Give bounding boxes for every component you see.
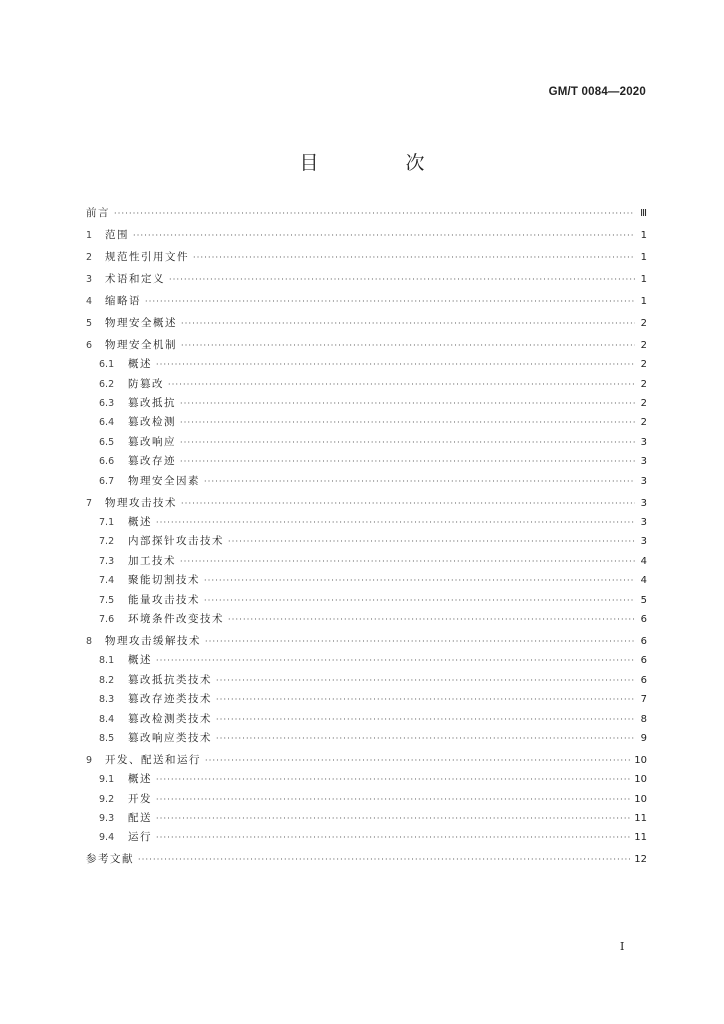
toc-entry-page: 1 bbox=[640, 251, 647, 263]
toc-dot-leader bbox=[205, 751, 630, 770]
toc-entry[interactable] bbox=[86, 375, 647, 394]
toc-entry-page: 2 bbox=[640, 398, 647, 410]
toc-entry-label: 篡改抵抗 bbox=[128, 397, 176, 410]
toc-dot-leader bbox=[180, 394, 635, 413]
toc-entry-label: 术语和定义 bbox=[105, 272, 165, 285]
toc-entry-number: 6.3 bbox=[99, 398, 115, 410]
toc-entry-number: 9.3 bbox=[99, 813, 115, 825]
toc-dot-leader bbox=[204, 591, 635, 610]
toc-entry-page: 8 bbox=[640, 713, 647, 725]
toc-entry[interactable] bbox=[86, 710, 647, 729]
toc-dot-leader bbox=[180, 552, 635, 571]
toc-entry-page: 2 bbox=[640, 359, 647, 371]
toc-entry-label: 篡改抵抗类技术 bbox=[128, 673, 212, 686]
toc-dot-leader bbox=[169, 270, 635, 289]
toc-entry[interactable] bbox=[86, 850, 647, 869]
toc-entry-label: 缩略语 bbox=[105, 294, 141, 307]
toc-entry[interactable] bbox=[86, 226, 647, 245]
toc-entry-label: 物理攻击缓解技术 bbox=[105, 634, 201, 647]
toc-entry-page: 4 bbox=[640, 575, 647, 587]
toc-entry-number: 5 bbox=[86, 317, 93, 329]
toc-entry-page: 10 bbox=[634, 754, 647, 766]
toc-entry[interactable] bbox=[86, 413, 647, 432]
toc-entry-number: 9 bbox=[86, 754, 93, 766]
toc-entry-label: 范围 bbox=[105, 228, 129, 241]
toc-entry-label: 篡改检测类技术 bbox=[128, 712, 212, 725]
toc-entry-page: 1 bbox=[640, 229, 647, 241]
toc-dot-leader bbox=[133, 226, 635, 245]
footer-page-number: Ⅰ bbox=[620, 940, 625, 953]
toc-entry-label: 篡改检测 bbox=[128, 416, 176, 429]
toc-entry[interactable] bbox=[86, 248, 647, 267]
toc-entry-page: 3 bbox=[640, 517, 647, 529]
toc-entry[interactable] bbox=[86, 809, 647, 828]
toc-entry[interactable] bbox=[86, 314, 647, 333]
toc-entry-number: 7.2 bbox=[99, 536, 115, 548]
toc-entry-page: 6 bbox=[640, 635, 647, 647]
toc-entry[interactable] bbox=[86, 552, 647, 571]
toc-entry-page: 6 bbox=[640, 655, 647, 667]
toc-dot-leader bbox=[204, 571, 635, 590]
toc-entry-number: 8.4 bbox=[99, 713, 115, 725]
toc-dot-leader bbox=[216, 729, 635, 748]
toc-entry-label: 概述 bbox=[128, 773, 152, 786]
toc-entry-number: 9.2 bbox=[99, 793, 115, 805]
toc-entry-label: 配送 bbox=[128, 812, 152, 825]
toc-dot-leader bbox=[114, 204, 635, 223]
toc-entry[interactable] bbox=[86, 513, 647, 532]
toc-entry-label: 聚能切割技术 bbox=[128, 574, 200, 587]
toc-dot-leader bbox=[156, 651, 635, 670]
toc-entry-page: 3 bbox=[640, 456, 647, 468]
toc-entry-number: 3 bbox=[86, 273, 93, 285]
toc-entry[interactable] bbox=[86, 591, 647, 610]
toc-entry-page: 9 bbox=[640, 732, 647, 744]
toc-entry-page: 2 bbox=[640, 339, 647, 351]
toc-entry[interactable] bbox=[86, 394, 647, 413]
toc-entry-number: 7 bbox=[86, 497, 93, 509]
toc-entry[interactable] bbox=[86, 690, 647, 709]
toc-entry-page: 7 bbox=[640, 694, 647, 706]
toc-entry[interactable] bbox=[86, 828, 647, 847]
toc-entry-page: 2 bbox=[640, 417, 647, 429]
toc-entry[interactable] bbox=[86, 472, 647, 491]
toc-entry[interactable] bbox=[86, 270, 647, 289]
toc-entry-label: 防篡改 bbox=[128, 377, 164, 390]
toc-entry[interactable] bbox=[86, 532, 647, 551]
toc-entry-number: 8.3 bbox=[99, 694, 115, 706]
toc-entry-number: 4 bbox=[86, 295, 93, 307]
toc-dot-leader bbox=[156, 790, 630, 809]
toc-dot-leader bbox=[216, 690, 635, 709]
toc-dot-leader bbox=[180, 452, 635, 471]
toc-entry-page: 3 bbox=[640, 497, 647, 509]
toc-entry-label: 篡改存迹类技术 bbox=[128, 693, 212, 706]
toc-entry-page: 12 bbox=[634, 854, 647, 866]
toc-entry-label: 概述 bbox=[128, 516, 152, 529]
toc-dot-leader bbox=[145, 292, 635, 311]
toc-entry-label: 开发 bbox=[128, 792, 152, 805]
toc-dot-leader bbox=[168, 375, 635, 394]
toc-entry-number: 8 bbox=[86, 635, 93, 647]
toc-dot-leader bbox=[156, 513, 635, 532]
toc-entry-page: 10 bbox=[634, 793, 647, 805]
toc-entry-label: 概述 bbox=[128, 654, 152, 667]
toc-entry-label: 概述 bbox=[128, 358, 152, 371]
toc-entry[interactable] bbox=[86, 336, 647, 355]
page-title: 目 次 bbox=[299, 152, 459, 174]
toc-entry-number: 6.4 bbox=[99, 417, 115, 429]
toc-entry[interactable] bbox=[86, 751, 647, 770]
toc-entry-number: 7.6 bbox=[99, 613, 115, 625]
toc-entry[interactable] bbox=[86, 494, 647, 513]
toc-entry-number: 7.4 bbox=[99, 575, 115, 587]
toc-entry[interactable] bbox=[86, 770, 647, 789]
toc-dot-leader bbox=[180, 433, 635, 452]
toc-dot-leader bbox=[181, 494, 635, 513]
toc-entry[interactable] bbox=[86, 433, 647, 452]
toc-dot-leader bbox=[193, 248, 635, 267]
toc-entry-page: 2 bbox=[640, 378, 647, 390]
toc-dot-leader bbox=[216, 710, 635, 729]
toc-entry-label: 篡改响应类技术 bbox=[128, 731, 212, 744]
toc-entry-number: 6.7 bbox=[99, 475, 115, 487]
toc-entry-number: 6 bbox=[86, 339, 93, 351]
toc-entry[interactable] bbox=[86, 790, 647, 809]
toc-entry-number: 6.6 bbox=[99, 456, 115, 468]
toc-dot-leader bbox=[138, 850, 630, 869]
toc-entry-page: Ⅲ bbox=[640, 208, 647, 219]
toc-dot-leader bbox=[228, 532, 635, 551]
toc-entry-page: 11 bbox=[634, 832, 647, 844]
toc-dot-leader bbox=[204, 472, 635, 491]
toc-entry-number: 8.5 bbox=[99, 732, 115, 744]
toc-entry-page: 5 bbox=[640, 594, 647, 606]
toc-entry-page: 4 bbox=[640, 555, 647, 567]
toc-entry-label: 物理攻击技术 bbox=[105, 496, 177, 509]
toc-entry-page: 3 bbox=[640, 475, 647, 487]
toc-entry-label: 内部探针攻击技术 bbox=[128, 535, 224, 548]
toc-dot-leader bbox=[180, 413, 635, 432]
toc-entry-number: 8.2 bbox=[99, 674, 115, 686]
toc-entry-number: 6.2 bbox=[99, 378, 115, 390]
toc-entry-label: 篡改响应 bbox=[128, 435, 176, 448]
toc-dot-leader bbox=[156, 809, 630, 828]
table-of-contents bbox=[86, 204, 647, 870]
toc-entry-number: 7.5 bbox=[99, 594, 115, 606]
toc-entry[interactable] bbox=[86, 729, 647, 748]
toc-entry-label: 运行 bbox=[128, 831, 152, 844]
toc-entry-number: 7.1 bbox=[99, 517, 115, 529]
standard-number: GM/T 0084—2020 bbox=[548, 86, 646, 98]
toc-entry-number: 9.4 bbox=[99, 832, 115, 844]
toc-entry-number: 8.1 bbox=[99, 655, 115, 667]
toc-entry[interactable] bbox=[86, 452, 647, 471]
toc-entry-label: 物理安全概述 bbox=[105, 316, 177, 329]
toc-entry-number: 6.1 bbox=[99, 359, 115, 371]
toc-entry-label: 参考文献 bbox=[86, 853, 134, 866]
toc-entry-label: 篡改存迹 bbox=[128, 455, 176, 468]
toc-entry-page: 10 bbox=[634, 774, 647, 786]
toc-entry[interactable] bbox=[86, 204, 647, 223]
toc-entry-page: 3 bbox=[640, 436, 647, 448]
toc-entry[interactable] bbox=[86, 671, 647, 690]
toc-entry-number: 1 bbox=[86, 229, 93, 241]
toc-dot-leader bbox=[228, 610, 635, 629]
toc-entry-number: 2 bbox=[86, 251, 93, 263]
toc-entry-label: 能量攻击技术 bbox=[128, 593, 200, 606]
toc-entry-label: 物理安全机制 bbox=[105, 338, 177, 351]
toc-entry[interactable] bbox=[86, 355, 647, 374]
toc-entry-page: 11 bbox=[634, 813, 647, 825]
toc-entry[interactable] bbox=[86, 571, 647, 590]
toc-entry-number: 7.3 bbox=[99, 555, 115, 567]
toc-entry-number: 9.1 bbox=[99, 774, 115, 786]
toc-entry[interactable] bbox=[86, 292, 647, 311]
toc-entry-label: 开发、配送和运行 bbox=[105, 753, 201, 766]
toc-dot-leader bbox=[181, 314, 635, 333]
toc-entry-page: 2 bbox=[640, 317, 647, 329]
toc-entry-page: 3 bbox=[640, 536, 647, 548]
toc-entry-number: 6.5 bbox=[99, 436, 115, 448]
toc-entry-label: 环境条件改变技术 bbox=[128, 612, 224, 625]
toc-dot-leader bbox=[156, 828, 630, 847]
toc-dot-leader bbox=[205, 632, 635, 651]
toc-entry[interactable] bbox=[86, 651, 647, 670]
toc-entry-label: 加工技术 bbox=[128, 554, 176, 567]
toc-dot-leader bbox=[216, 671, 635, 690]
toc-entry-label: 规范性引用文件 bbox=[105, 250, 189, 263]
toc-entry-label: 物理安全因素 bbox=[128, 474, 200, 487]
toc-entry[interactable] bbox=[86, 610, 647, 629]
toc-entry-page: 6 bbox=[640, 613, 647, 625]
toc-entry-page: 6 bbox=[640, 674, 647, 686]
toc-entry[interactable] bbox=[86, 632, 647, 651]
toc-entry-label: 前言 bbox=[86, 207, 110, 219]
toc-dot-leader bbox=[156, 355, 635, 374]
toc-dot-leader bbox=[156, 770, 630, 789]
toc-dot-leader bbox=[181, 336, 635, 355]
toc-entry-page: 1 bbox=[640, 273, 647, 285]
toc-entry-page: 1 bbox=[640, 295, 647, 307]
